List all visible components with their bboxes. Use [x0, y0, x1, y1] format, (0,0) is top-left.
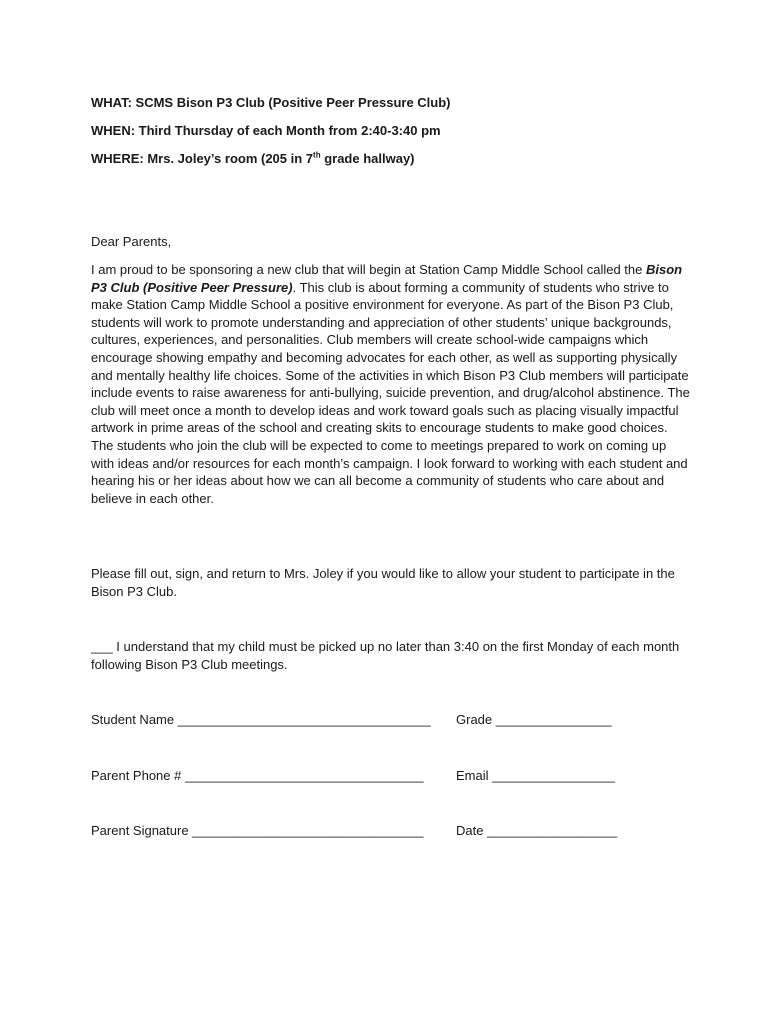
body-text-rest: . This club is about forming a community of students who strive to make Station Camp Middle School a positive environment for everyone. As part of the Bison P3 Club, students will work to promote understanding and appreciation of other students’ unique backgrounds, cultures, experiences, and personalities. Club members will create school-wide campaigns which encourage showing empathy and becoming advocates for each other, as well as supporting physically and mentally healthy life choices. Some of the activities in which Bison P3 Club members will participate include events to raise awareness for anti-bullying, suicide prevention, and drug/alcohol abstinence. The club will meet once a month to develop ideas and work toward goals such as placing visually impactful artwork in prime areas of the school and creating skits to encourage students to make good choices. The students who join the club will be expected to come to meetings prepared to work on coming up with ideas and/or resources for each month’s campaign. I look forward to working with each student and hearing his or her ideas about how we can all become a community of students who care about and believe in each other.	[91, 279, 690, 506]
parent-signature-field[interactable]: Parent Signature ________________________________	[91, 823, 424, 838]
where-line	[91, 151, 415, 166]
greeting: Dear Parents,	[91, 234, 172, 249]
what-line: WHAT: SCMS Bison P3 Club (Positive Peer Pressure Club)	[91, 95, 451, 110]
body-text-start: I am proud to be sponsoring a new club that will begin at Station Camp Middle School called the	[91, 262, 646, 277]
when-line: WHEN: Third Thursday of each Month from 2:40-3:40 pm	[91, 123, 441, 138]
email-field[interactable]: Email _________________	[456, 768, 616, 783]
letter-body	[91, 261, 691, 507]
ordinal-suffix: th	[313, 150, 321, 160]
student-name-field[interactable]: Student Name ___________________________________	[91, 712, 431, 727]
instruction-text: Please fill out, sign, and return to Mrs. Joley if you would like to allow your student to participate in the Bison P3 Club.	[91, 566, 675, 599]
parent-phone-field[interactable]: Parent Phone # _________________________________	[91, 768, 424, 783]
where-text: WHERE: Mrs. Joley’s room (205 in 7	[91, 151, 314, 166]
pickup-acknowledgement: ___ I understand that my child must be picked up no later than 3:40 on the first Monday of each month following Bison P3 Club meetings.	[91, 639, 680, 672]
where-text-end: grade hallway)	[320, 151, 415, 166]
grade-field[interactable]: Grade ________________	[456, 712, 612, 727]
date-field[interactable]: Date __________________	[456, 823, 618, 838]
club-name: Bison P3 Club (Positive Peer Pressure)	[91, 262, 683, 295]
